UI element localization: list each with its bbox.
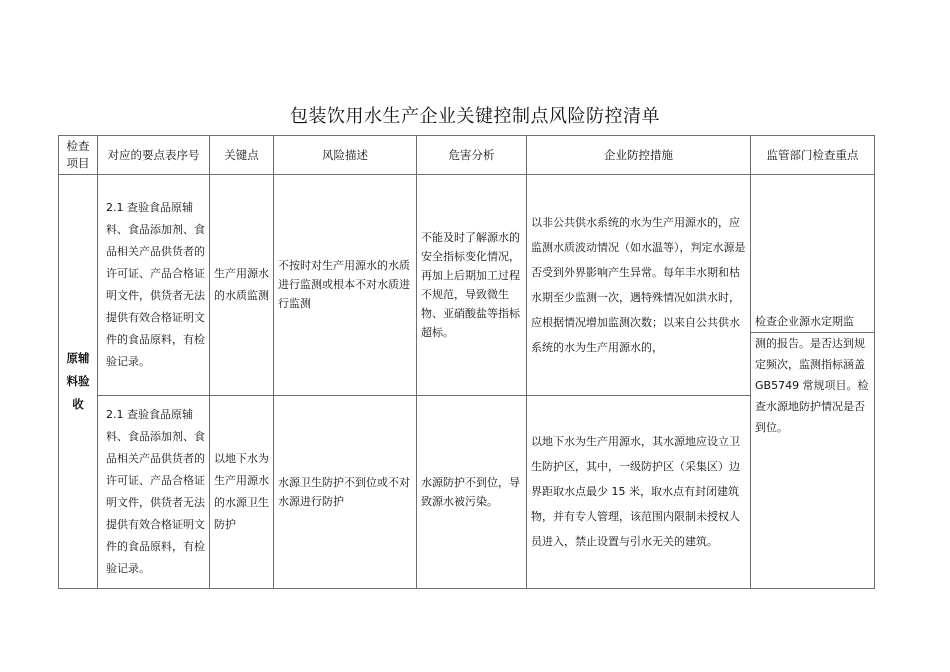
header-ref-number: 对应的要点表序号 — [98, 136, 210, 175]
risk-cell: 不按时对生产用源水的水质进行监测或根本不对水质进行监测 — [274, 175, 417, 396]
header-key-point: 关键点 — [210, 136, 274, 175]
category-cell: 原辅料验收 — [59, 175, 98, 589]
ref-cell: 2.1 查验食品原辅料、食品添加剂、食品相关产品供货者的许可证、产品合格证明文件，供货者无法提供有效合格证明文件的食品原料，有检验记录。 — [98, 395, 210, 588]
analysis-cell: 不能及时了解源水的安全指标变化情况，再加上后期加工过程不规范，导致微生物、亚硝酸盐等指标超标。 — [417, 175, 527, 396]
header-control-measures: 企业防控措施 — [527, 136, 751, 175]
table-header-row — [59, 136, 875, 175]
supervision-cell — [751, 175, 875, 589]
analysis-cell: 水源防护不到位，导致源水被污染。 — [417, 395, 527, 588]
ref-cell: 2.1 查验食品原辅料、食品添加剂、食品相关产品供货者的许可证、产品合格证明文件，供货者无法提供有效合格证明文件的食品原料，有检验记录。 — [98, 175, 210, 396]
key-point-cell: 生产用源水的水质监测 — [210, 175, 274, 396]
header-hazard-analysis: 危害分析 — [417, 136, 527, 175]
supervision-text: 测的报告。是否达到规定频次，监测指标涵盖 GB5749 常规项目。检查水源地防护情况是否到位。 — [755, 337, 869, 434]
header-risk-description: 风险描述 — [274, 136, 417, 175]
risk-control-table — [58, 135, 875, 589]
measures-cell: 以非公共供水系统的水为生产用源水的，应监测水质波动情况（如水温等），判定水源是否受到外界影响产生异常。每年丰水期和枯水期至少监测一次，遇特殊情况如洪水时，应根据情况增加监测次数；以来自公共供水系统的水为生产用源水的， — [527, 175, 751, 396]
header-inspection-item: 检查项目 — [59, 136, 98, 175]
page-title: 包装饮用水生产企业关键控制点风险防控清单 — [290, 106, 660, 127]
measures-cell: 以地下水为生产用源水，其水源地应设立卫生防护区，其中，一级防护区（采集区）边界距取水点最少 15 米，取水点有封闭建筑物，并有专人管理，该范围内限制未授权人员进入，禁止设置与引水无关的建筑。 — [527, 395, 751, 588]
risk-cell: 水源卫生防护不到位或不对水源进行防护 — [274, 395, 417, 588]
key-point-cell: 以地下水为生产用源水的水源卫生防护 — [210, 395, 274, 588]
header-supervision-focus: 监管部门检查重点 — [751, 136, 875, 175]
table-row — [59, 175, 875, 396]
supervision-top-line: 检查企业源水定期监 — [751, 311, 874, 333]
